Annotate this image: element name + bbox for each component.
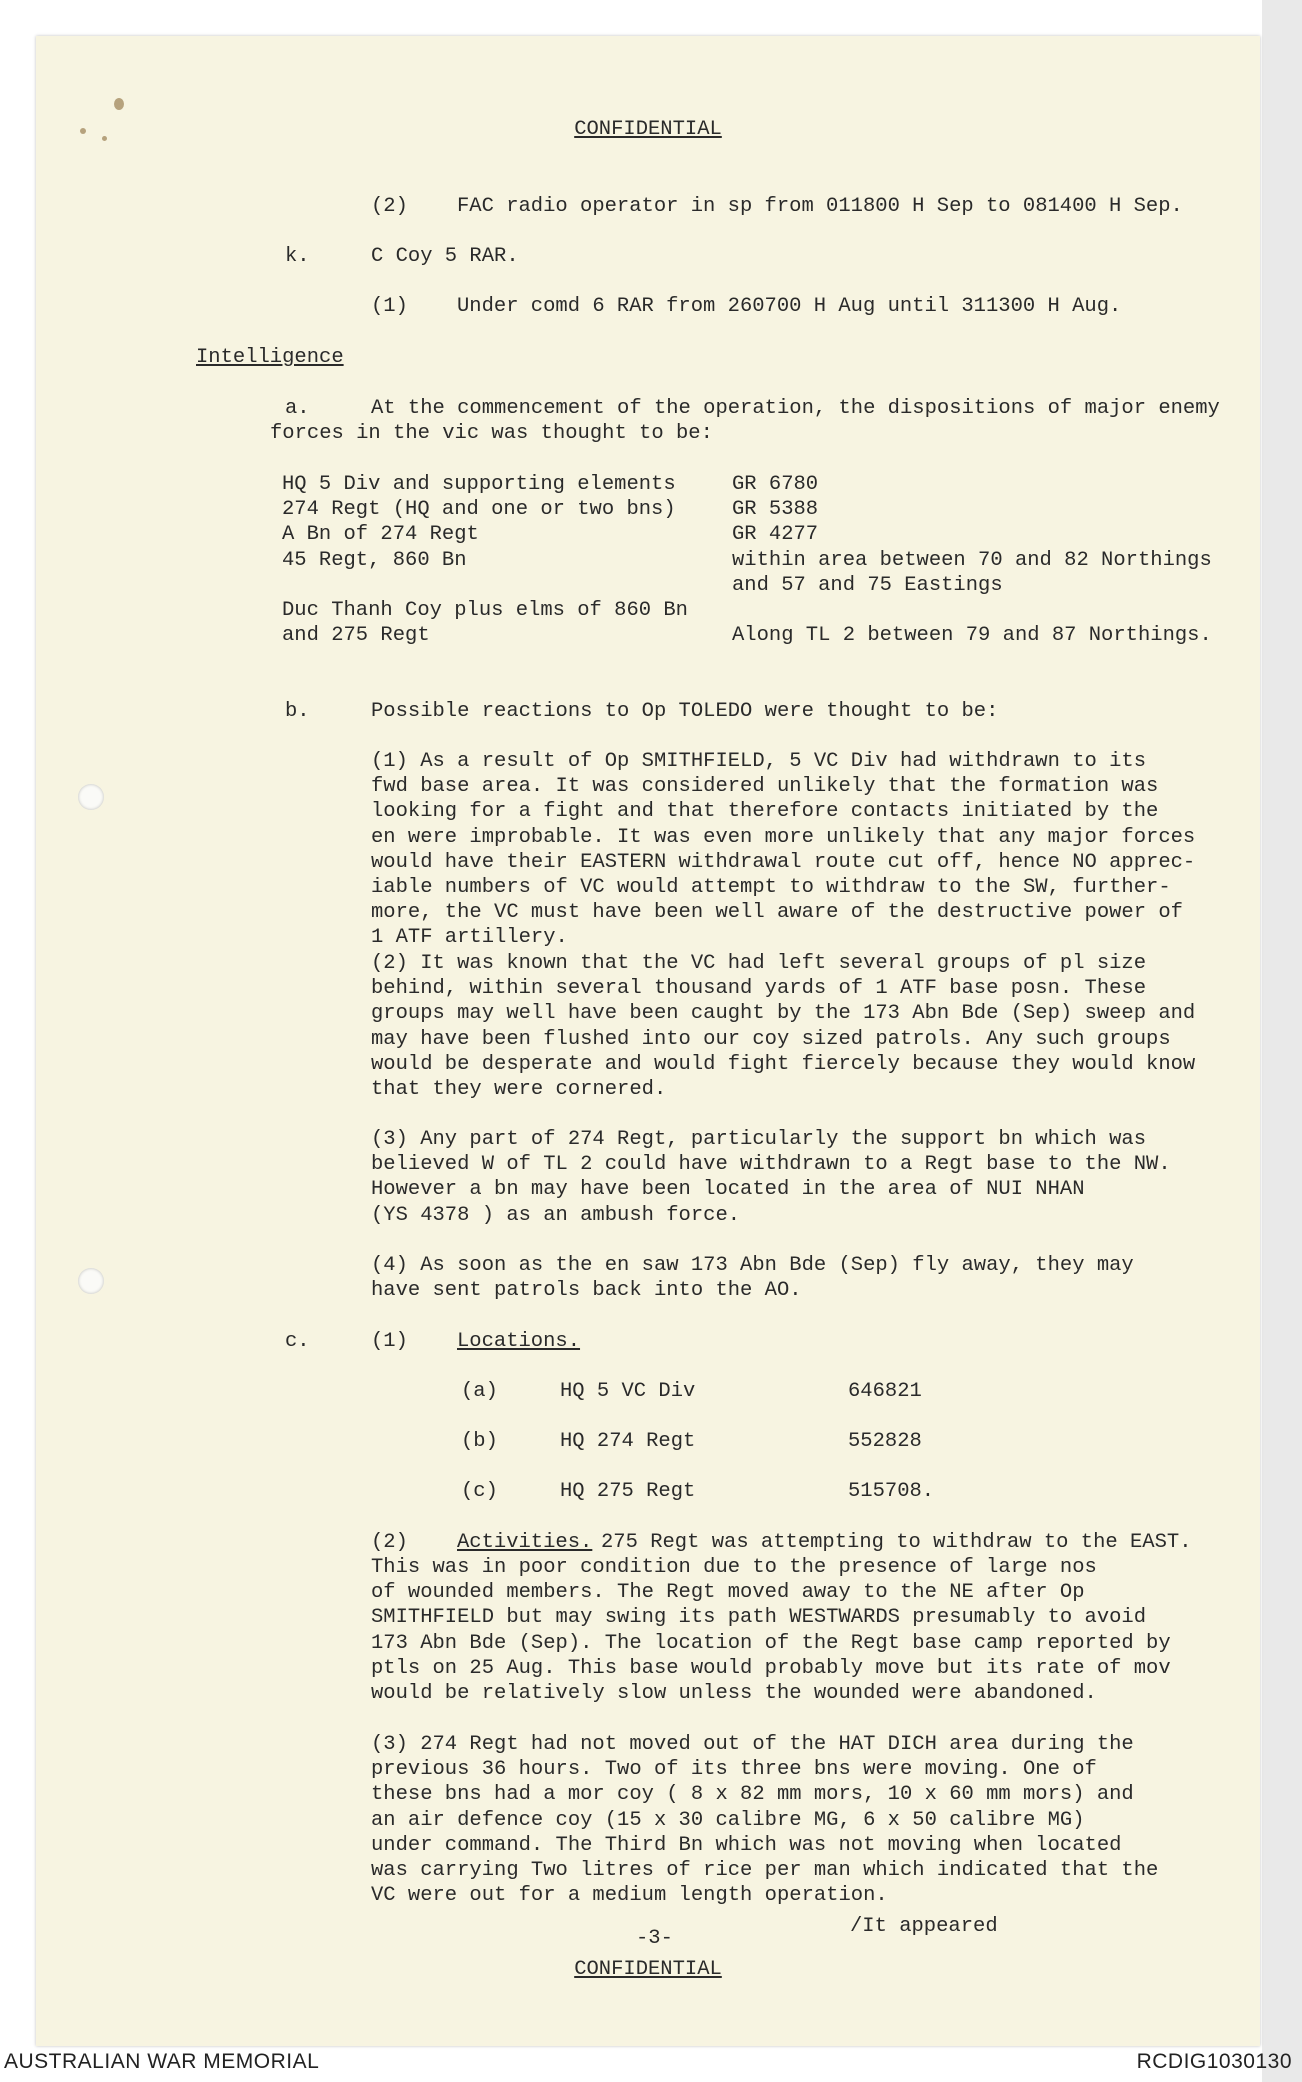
activities-para: [371, 1555, 1171, 1706]
para-b-intro: Possible reactions to Op TOLEDO were thought to be:: [371, 700, 999, 723]
disposition-location: GR 6780: [732, 473, 819, 496]
text-line: VC were out for a medium length operation.: [371, 1884, 888, 1908]
text-line: (4) As soon as the en saw 173 Abn Bde (Sep) fly away, they may: [371, 1254, 1134, 1277]
activities-line: 275 Regt was attempting to withdraw to the EAST.: [601, 1531, 1192, 1554]
classification-footer: CONFIDENTIAL: [574, 1958, 722, 1981]
text-line: would be desperate and would fight fiercely because they would know: [371, 1052, 1196, 1076]
item-number: (1): [371, 1330, 408, 1353]
text-line: that they were cornered.: [371, 1078, 667, 1102]
disposition-location: Along TL 2 between 79 and 87 Northings.: [732, 624, 1212, 648]
disposition-unit: Duc Thanh Coy plus elms of 860 Bn: [282, 599, 688, 623]
disposition-unit: [282, 573, 688, 598]
location-unit: HQ 5 VC Div: [560, 1380, 696, 1403]
text-line: would have their EASTERN withdrawal route cut off, hence NO apprec-: [371, 850, 1196, 874]
text-line: groups may well have been caught by the 173 Abn Bde (Sep) sweep and: [371, 1002, 1196, 1026]
text-line: may have been flushed into our coy sized patrols. Any such groups: [371, 1027, 1171, 1051]
location-gr: 515708.: [848, 1480, 935, 1503]
item-number: (2): [371, 1531, 408, 1554]
para-label: a.: [285, 397, 310, 420]
continuation-text: /It appeared: [850, 1915, 998, 1938]
disposition-location: GR 4277: [732, 523, 819, 547]
text-line: under command. The Third Bn which was not moving when located: [371, 1833, 1122, 1857]
stain-mark: [114, 98, 124, 110]
text-line: 173 Abn Bde (Sep). The location of the Regt base camp reported by: [371, 1631, 1171, 1655]
text-line: iable numbers of VC would attempt to withdraw to the SW, further-: [371, 876, 1171, 900]
item-number: (1): [371, 295, 408, 318]
archive-id: RCDIG1030130: [1136, 2050, 1292, 2073]
text-line: an air defence coy (15 x 30 calibre MG, 6 x 50 calibre MG): [371, 1808, 1085, 1832]
section-heading-intelligence: Intelligence: [196, 346, 344, 369]
archive-label: AUSTRALIAN WAR MEMORIAL: [4, 2050, 320, 2073]
punch-hole: [78, 784, 104, 810]
page-number: -3-: [636, 1927, 673, 1950]
para-3: [371, 1732, 1158, 1908]
text-line: (3) Any part of 274 Regt, particularly the support bn which was: [371, 1128, 1147, 1151]
item-text: Under comd 6 RAR from 260700 H Aug until 311300 H Aug.: [457, 295, 1122, 318]
document-sheet: [36, 36, 1260, 2046]
disposition-unit: A Bn of 274 Regt: [282, 523, 479, 547]
text-line: looking for a fight and that therefore contacts initiated by the: [371, 800, 1159, 824]
item-number: k.: [285, 245, 310, 268]
text-line: (YS 4378 ) as an ambush force.: [371, 1203, 741, 1227]
reaction-para-4: [371, 1253, 1134, 1303]
dispositions-units: [282, 472, 688, 648]
text-line: (1) As a result of Op SMITHFIELD, 5 VC Div had withdrawn to its: [371, 750, 1147, 773]
text-line: was carrying Two litres of rice per man which indicated that the: [371, 1859, 1159, 1883]
disposition-unit: and 275 Regt: [282, 624, 430, 648]
classification-header: CONFIDENTIAL: [574, 118, 722, 141]
para-a: [371, 396, 1220, 421]
location-unit: HQ 275 Regt: [560, 1480, 696, 1503]
location-unit: HQ 274 Regt: [560, 1430, 696, 1453]
page-edge: [1262, 0, 1302, 2082]
disposition-location: GR 5388: [732, 498, 819, 522]
text-line: forces in the vic was thought to be:: [270, 422, 713, 445]
activities-heading: Activities.: [457, 1531, 593, 1554]
text-line: However a bn may have been located in the area of NUI NHAN: [371, 1178, 1085, 1202]
dispositions-locations: [732, 472, 1212, 648]
text-line: This was in poor condition due to the presence of large nos: [371, 1556, 1097, 1579]
para-a-cont: [270, 421, 713, 446]
location-gr: 646821: [848, 1380, 922, 1403]
text-line: 1 ATF artillery.: [371, 926, 568, 950]
para-label: b.: [285, 700, 310, 723]
locations-heading: Locations.: [457, 1330, 581, 1353]
item-text: FAC radio operator in sp from 011800 H Sep to 081400 H Sep.: [457, 195, 1183, 218]
text-line: behind, within several thousand yards of 1 ATF base posn. These: [371, 977, 1147, 1001]
location-gr: 552828: [848, 1430, 922, 1453]
para-label: c.: [285, 1330, 310, 1353]
reaction-para-1: [371, 749, 1195, 951]
text-line: previous 36 hours. Two of its three bns were moving. One of: [371, 1758, 1097, 1782]
location-key: (c): [461, 1480, 498, 1503]
text-line: more, the VC must have been well aware of the destructive power of: [371, 901, 1183, 925]
text-line: believed W of TL 2 could have withdrawn to a Regt base to the NW.: [371, 1153, 1171, 1177]
punch-hole: [78, 1268, 104, 1294]
location-key: (b): [461, 1430, 498, 1453]
text-line: (3) 274 Regt had not moved out of the HAT DICH area during the: [371, 1733, 1134, 1756]
disposition-location: and 57 and 75 Eastings: [732, 573, 1003, 597]
text-line: have sent patrols back into the AO.: [371, 1279, 802, 1303]
text-line: en were improbable. It was even more unlikely that any major forces: [371, 825, 1196, 849]
disposition-unit: 274 Regt (HQ and one or two bns): [282, 498, 676, 522]
disposition-unit: 45 Regt, 860 Bn: [282, 548, 467, 572]
disposition-unit: HQ 5 Div and supporting elements: [282, 473, 676, 496]
text-line: ptls on 25 Aug. This base would probably move but its rate of mov: [371, 1656, 1171, 1680]
reaction-para-2: [371, 951, 1195, 1102]
disposition-location: [732, 598, 1212, 623]
location-key: (a): [461, 1380, 498, 1403]
item-text: C Coy 5 RAR.: [371, 245, 519, 268]
text-line: of wounded members. The Regt moved away to the NE after Op: [371, 1581, 1085, 1605]
reaction-para-3: [371, 1127, 1171, 1228]
text-line: would be relatively slow unless the wounded were abandoned.: [371, 1682, 1097, 1706]
text-line: At the commencement of the operation, the dispositions of major enemy: [371, 397, 1220, 420]
text-line: fwd base area. It was considered unlikely that the formation was: [371, 775, 1159, 799]
text-line: (2) It was known that the VC had left several groups of pl size: [371, 952, 1147, 975]
item-number: (2): [371, 195, 408, 218]
text-line: these bns had a mor coy ( 8 x 82 mm mors, 10 x 60 mm mors) and: [371, 1783, 1134, 1807]
text-line: SMITHFIELD but may swing its path WESTWARDS presumably to avoid: [371, 1606, 1147, 1630]
disposition-location: within area between 70 and 82 Northings: [732, 548, 1212, 572]
